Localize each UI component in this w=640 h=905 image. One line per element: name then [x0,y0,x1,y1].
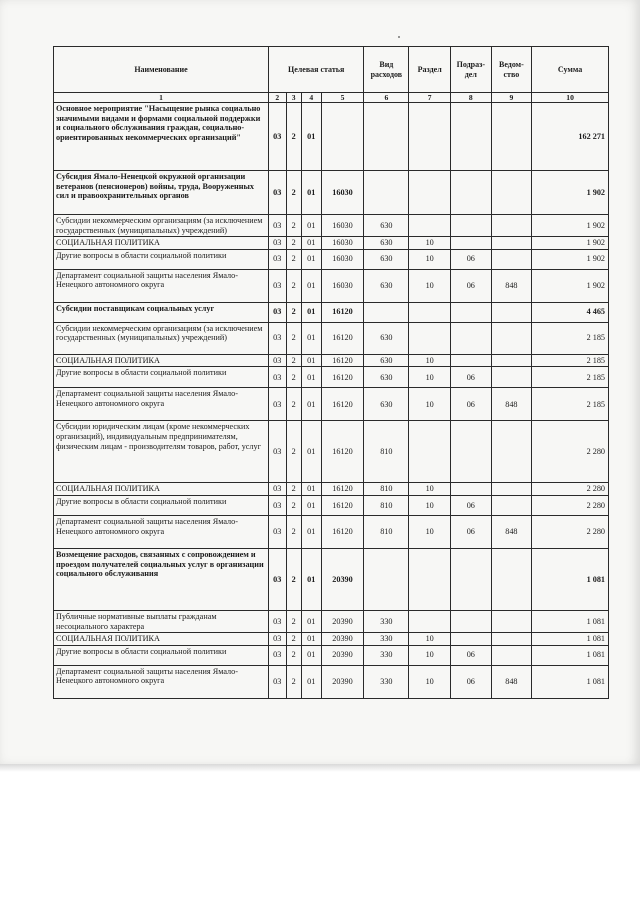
row-code-c9 [491,610,532,632]
row-code-c9: 848 [491,388,532,421]
row-sum: 2 185 [532,388,609,421]
row-code-c5: 16120 [321,515,364,548]
row-code-c5: 20390 [321,645,364,665]
row-code-c5 [321,103,364,171]
row-code-c9 [491,237,532,250]
row-code-c4: 01 [301,215,321,237]
column-number: 7 [409,93,451,103]
column-number: 3 [286,93,301,103]
row-sum: 1 081 [532,665,609,698]
header-department: Ведом-ство [491,47,532,93]
row-code-c8 [451,215,492,237]
row-code-c8: 06 [451,388,492,421]
table-row [54,483,609,496]
row-code-c9 [491,367,532,388]
row-code-c2: 03 [268,610,286,632]
row-name: Другие вопросы в области социальной политики [54,495,269,515]
row-name: Департамент социальной защиты населения Ямало-Ненецкого автономного округа [54,515,269,548]
row-code-c6: 330 [364,633,409,646]
row-sum: 1 902 [532,269,609,302]
row-code-c6 [364,171,409,215]
row-code-c9 [491,633,532,646]
header-sum: Сумма [532,47,609,93]
row-code-c7 [409,302,451,322]
row-sum: 2 280 [532,483,609,496]
table-row [54,388,609,421]
row-code-c9 [491,322,532,354]
row-code-c4: 01 [301,495,321,515]
row-code-c3: 2 [286,515,301,548]
row-code-c8 [451,302,492,322]
header-subsection: Подраз-дел [451,47,492,93]
row-code-c8 [451,354,492,367]
row-code-c3: 2 [286,495,301,515]
row-code-c8: 06 [451,495,492,515]
row-code-c4: 01 [301,367,321,388]
row-code-c8 [451,421,492,483]
row-sum: 162 271 [532,103,609,171]
row-code-c7 [409,421,451,483]
row-name: Департамент социальной защиты населения Ямало-Ненецкого автономного округа [54,269,269,302]
header-section: Раздел [409,47,451,93]
row-code-c5: 16030 [321,237,364,250]
row-code-c6 [364,548,409,610]
row-code-c2: 03 [268,215,286,237]
row-code-c4: 01 [301,388,321,421]
scan-speck [398,36,400,38]
row-code-c9 [491,103,532,171]
row-sum: 1 081 [532,633,609,646]
row-code-c7: 10 [409,388,451,421]
row-code-c7: 10 [409,354,451,367]
row-name: Другие вопросы в области социальной политики [54,367,269,388]
budget-table [53,46,609,699]
row-name: Департамент социальной защиты населения Ямало-Ненецкого автономного округа [54,388,269,421]
row-name: Субсидии некоммерческим организациям (за исключением государственных (муниципальных) учреждений) [54,215,269,237]
row-name: СОЦИАЛЬНАЯ ПОЛИТИКА [54,483,269,496]
row-code-c7 [409,171,451,215]
row-code-c2: 03 [268,495,286,515]
row-sum: 2 280 [532,495,609,515]
row-sum: 1 902 [532,237,609,250]
row-code-c7: 10 [409,665,451,698]
row-code-c2: 03 [268,548,286,610]
row-code-c7 [409,548,451,610]
table-row [54,548,609,610]
row-sum: 1 902 [532,171,609,215]
row-code-c6 [364,302,409,322]
row-code-c5: 16120 [321,483,364,496]
row-code-c8 [451,633,492,646]
row-name: СОЦИАЛЬНАЯ ПОЛИТИКА [54,633,269,646]
row-code-c3: 2 [286,633,301,646]
row-code-c3: 2 [286,103,301,171]
row-code-c5: 16030 [321,249,364,269]
row-code-c2: 03 [268,171,286,215]
row-code-c4: 01 [301,645,321,665]
table-row [54,633,609,646]
row-code-c4: 01 [301,322,321,354]
row-code-c5: 20390 [321,548,364,610]
row-code-c3: 2 [286,665,301,698]
row-code-c9: 848 [491,515,532,548]
table-row [54,215,609,237]
column-number: 6 [364,93,409,103]
row-code-c6: 630 [364,354,409,367]
row-code-c6: 630 [364,367,409,388]
row-code-c9 [491,421,532,483]
row-name: Возмещение расходов, связанных с сопровождением и проездом получателей социальных услуг в организации социального обслуживания [54,548,269,610]
row-sum: 2 185 [532,354,609,367]
row-code-c2: 03 [268,103,286,171]
column-number: 5 [321,93,364,103]
row-name: Другие вопросы в области социальной политики [54,249,269,269]
row-sum: 1 081 [532,548,609,610]
row-code-c3: 2 [286,421,301,483]
row-code-c7: 10 [409,269,451,302]
row-code-c4: 01 [301,515,321,548]
column-number: 8 [451,93,492,103]
row-name: Субсидии некоммерческим организациям (за исключением государственных (муниципальных) учреждений) [54,322,269,354]
row-code-c7: 10 [409,645,451,665]
row-code-c5: 16120 [321,367,364,388]
row-name: Департамент социальной защиты населения Ямало-Ненецкого автономного округа [54,665,269,698]
row-code-c3: 2 [286,367,301,388]
column-number: 10 [532,93,609,103]
row-code-c4: 01 [301,548,321,610]
row-code-c9 [491,171,532,215]
row-sum: 1 081 [532,610,609,632]
row-code-c3: 2 [286,269,301,302]
header-name: Наименование [54,47,269,93]
table-row [54,354,609,367]
row-code-c9 [491,302,532,322]
row-sum: 4 465 [532,302,609,322]
page-edge [0,764,640,772]
row-name: СОЦИАЛЬНАЯ ПОЛИТИКА [54,354,269,367]
row-sum: 2 280 [532,421,609,483]
row-code-c2: 03 [268,665,286,698]
row-code-c5: 16120 [321,354,364,367]
row-code-c6: 630 [364,322,409,354]
row-code-c3: 2 [286,483,301,496]
row-code-c2: 03 [268,421,286,483]
table-row [54,171,609,215]
row-code-c9: 848 [491,665,532,698]
row-code-c2: 03 [268,354,286,367]
row-name: Субсидии поставщикам социальных услуг [54,302,269,322]
row-code-c8 [451,483,492,496]
header-target-article: Целевая статья [268,47,363,93]
row-code-c6: 330 [364,610,409,632]
row-name: Другие вопросы в области социальной политики [54,645,269,665]
row-code-c4: 01 [301,665,321,698]
table-row [54,322,609,354]
row-code-c8: 06 [451,367,492,388]
row-code-c4: 01 [301,633,321,646]
row-code-c5: 16120 [321,421,364,483]
row-code-c5: 16030 [321,215,364,237]
row-code-c8: 06 [451,645,492,665]
row-code-c8 [451,171,492,215]
row-name: Субсидии юридическим лицам (кроме некоммерческих организаций), индивидуальным предпринимателям, физическим лицам - производителям товаров, работ, услуг [54,421,269,483]
row-code-c2: 03 [268,322,286,354]
row-code-c7 [409,103,451,171]
row-sum: 1 902 [532,215,609,237]
row-code-c4: 01 [301,354,321,367]
row-code-c6: 630 [364,269,409,302]
row-code-c9 [491,495,532,515]
row-code-c9 [491,354,532,367]
row-code-c3: 2 [286,237,301,250]
row-code-c6: 810 [364,483,409,496]
row-code-c8: 06 [451,269,492,302]
row-code-c9 [491,215,532,237]
row-code-c7: 10 [409,367,451,388]
row-code-c3: 2 [286,388,301,421]
table-body [54,103,609,699]
row-code-c6: 630 [364,215,409,237]
row-code-c4: 01 [301,483,321,496]
header-expense-type: Вид расходов [364,47,409,93]
row-code-c6: 630 [364,249,409,269]
row-code-c4: 01 [301,269,321,302]
row-code-c5: 16030 [321,269,364,302]
row-code-c8: 06 [451,249,492,269]
row-code-c8 [451,322,492,354]
row-code-c6: 330 [364,665,409,698]
row-code-c5: 16030 [321,171,364,215]
row-code-c7: 10 [409,633,451,646]
row-code-c4: 01 [301,103,321,171]
row-code-c9 [491,645,532,665]
row-code-c8 [451,548,492,610]
row-code-c7: 10 [409,515,451,548]
row-code-c4: 01 [301,171,321,215]
column-number: 1 [54,93,269,103]
table-row [54,421,609,483]
column-number: 9 [491,93,532,103]
row-code-c2: 03 [268,633,286,646]
column-number: 4 [301,93,321,103]
row-code-c2: 03 [268,388,286,421]
table-row [54,515,609,548]
row-code-c9: 848 [491,269,532,302]
row-sum: 1 081 [532,645,609,665]
row-code-c3: 2 [286,645,301,665]
row-code-c2: 03 [268,302,286,322]
row-code-c5: 16120 [321,495,364,515]
row-code-c2: 03 [268,269,286,302]
row-code-c6: 630 [364,237,409,250]
row-sum: 2 280 [532,515,609,548]
row-code-c7 [409,322,451,354]
row-code-c9 [491,483,532,496]
row-code-c6: 810 [364,495,409,515]
row-code-c5: 16120 [321,388,364,421]
table-row [54,103,609,171]
row-code-c8 [451,610,492,632]
row-code-c6 [364,103,409,171]
row-code-c2: 03 [268,515,286,548]
row-code-c3: 2 [286,215,301,237]
row-code-c2: 03 [268,249,286,269]
row-code-c6: 630 [364,388,409,421]
table-row [54,302,609,322]
row-code-c4: 01 [301,610,321,632]
row-code-c7 [409,215,451,237]
row-code-c4: 01 [301,249,321,269]
row-code-c5: 16120 [321,322,364,354]
row-name: Основное мероприятие "Насыщение рынка социально значимыми видами и формами социальной поддержки и социального обслуживания граждан, социально-ориентированных некоммерческих организаций" [54,103,269,171]
table-row [54,495,609,515]
row-code-c6: 810 [364,515,409,548]
row-code-c9 [491,548,532,610]
row-name: Публичные нормативные выплаты гражданам несоциального характера [54,610,269,632]
row-code-c6: 810 [364,421,409,483]
row-code-c5: 20390 [321,610,364,632]
row-code-c2: 03 [268,237,286,250]
row-code-c5: 16120 [321,302,364,322]
row-code-c7: 10 [409,495,451,515]
row-code-c8 [451,103,492,171]
row-code-c3: 2 [286,354,301,367]
table-row [54,665,609,698]
row-sum: 2 185 [532,322,609,354]
row-code-c7: 10 [409,237,451,250]
row-code-c8 [451,237,492,250]
row-code-c2: 03 [268,367,286,388]
row-code-c3: 2 [286,610,301,632]
row-code-c6: 330 [364,645,409,665]
row-code-c7: 10 [409,483,451,496]
table-row [54,269,609,302]
row-code-c5: 20390 [321,665,364,698]
row-code-c4: 01 [301,421,321,483]
row-code-c3: 2 [286,322,301,354]
table-row [54,645,609,665]
table-row [54,237,609,250]
row-code-c5: 20390 [321,633,364,646]
table-row [54,249,609,269]
column-number: 2 [268,93,286,103]
row-sum: 1 902 [532,249,609,269]
row-code-c8: 06 [451,665,492,698]
row-code-c2: 03 [268,645,286,665]
row-code-c9 [491,249,532,269]
row-code-c7 [409,610,451,632]
row-code-c3: 2 [286,302,301,322]
row-name: Субсидия Ямало-Ненецкой окружной организации ветеранов (пенсионеров) войны, труда, Вооруженных сил и правоохранительных органов [54,171,269,215]
row-code-c3: 2 [286,249,301,269]
row-name: СОЦИАЛЬНАЯ ПОЛИТИКА [54,237,269,250]
row-code-c3: 2 [286,548,301,610]
row-code-c8: 06 [451,515,492,548]
table-row [54,367,609,388]
row-code-c3: 2 [286,171,301,215]
table-row [54,610,609,632]
row-code-c4: 01 [301,237,321,250]
row-code-c2: 03 [268,483,286,496]
row-sum: 2 185 [532,367,609,388]
row-code-c7: 10 [409,249,451,269]
row-code-c4: 01 [301,302,321,322]
